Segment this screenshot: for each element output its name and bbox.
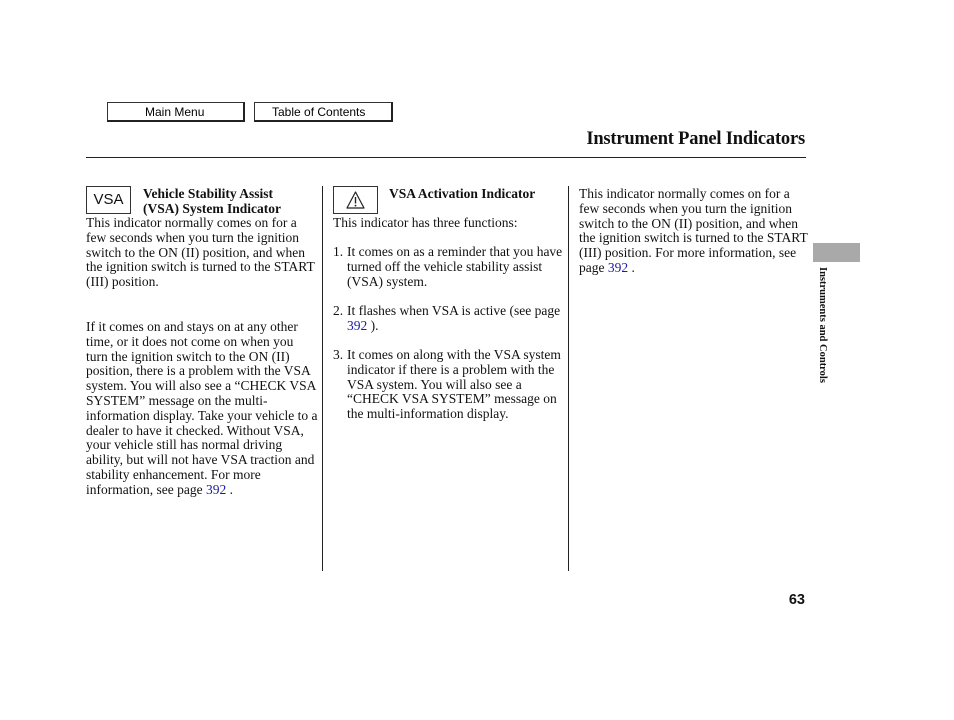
list-item [333,245,563,289]
paragraph: This indicator normally comes on for a few seconds when you turn the ignition switch to the ON (II) position, and when the ignition switch is turned to the START (III) position. [86,215,315,290]
list-text-body: It flashes when VSA is active (see page [347,303,561,318]
list-text [347,304,563,334]
vsa-indicator-icon: VSA [86,186,131,214]
page-link[interactable]: 392 [205,481,227,497]
list-text: It comes on along with the VSA system indicator if there is a problem with the VSA system. You will also see a “CHECK VSA SYSTEM” message on the multi-information display. [347,347,561,422]
list-number: 2. [333,303,344,318]
list-number: 3. [333,347,344,362]
main-menu-button[interactable]: Main Menu [107,102,245,122]
paragraph [579,187,809,276]
header-divider [86,157,806,158]
warning-triangle-graphic [334,187,377,213]
list-text: It comes on as a reminder that you have turned off the vehicle stability assist (VSA) system. [347,244,563,289]
heading-line: (VSA) System Indicator [143,200,281,216]
warning-triangle-icon [333,186,378,214]
section-tab-marker[interactable] [813,243,860,262]
list-text-end: ). [367,317,379,333]
vsa-activation-indicator-heading: VSA Activation Indicator [389,186,536,201]
list-number: 1. [333,244,344,259]
list-item [333,304,563,334]
column-divider [568,186,569,571]
paragraph-end: . [628,259,635,275]
page-link[interactable]: 392 [607,259,629,275]
paragraph [86,320,318,498]
intro-text: This indicator has three functions: [333,215,518,230]
list-item [333,348,563,422]
vsa-system-indicator-heading [143,187,323,217]
table-of-contents-button[interactable]: Table of Contents [254,102,393,122]
section-tab-label: Instruments and Controls [817,267,828,383]
page-link[interactable]: 392 [347,317,368,333]
paragraph-end: . [226,481,233,497]
column-divider [322,186,323,571]
page-title: Instrument Panel Indicators [586,129,805,149]
heading-line: Vehicle Stability Assist [143,186,274,201]
paragraph-text: If it comes on and stays on at any other time, or it does not come on when you turn the ignition switch to the ON (II) position, there is a problem with the VSA system. You will also see a “CHECK VSA SYSTEM” message on the multi-information display. Take your vehicle to a dealer to have it checked. Without VSA, your vehicle still has normal driving ability, but will not have VSA traction and stability enhancement. For more information, see page [86,319,318,497]
page-number: 63 [788,592,805,608]
paragraph-text: This indicator normally comes on for a few seconds when you turn the ignition switch to the ON (II) position, and when the ignition switch is turned to the START (III) position. For more information, see page [579,186,808,275]
